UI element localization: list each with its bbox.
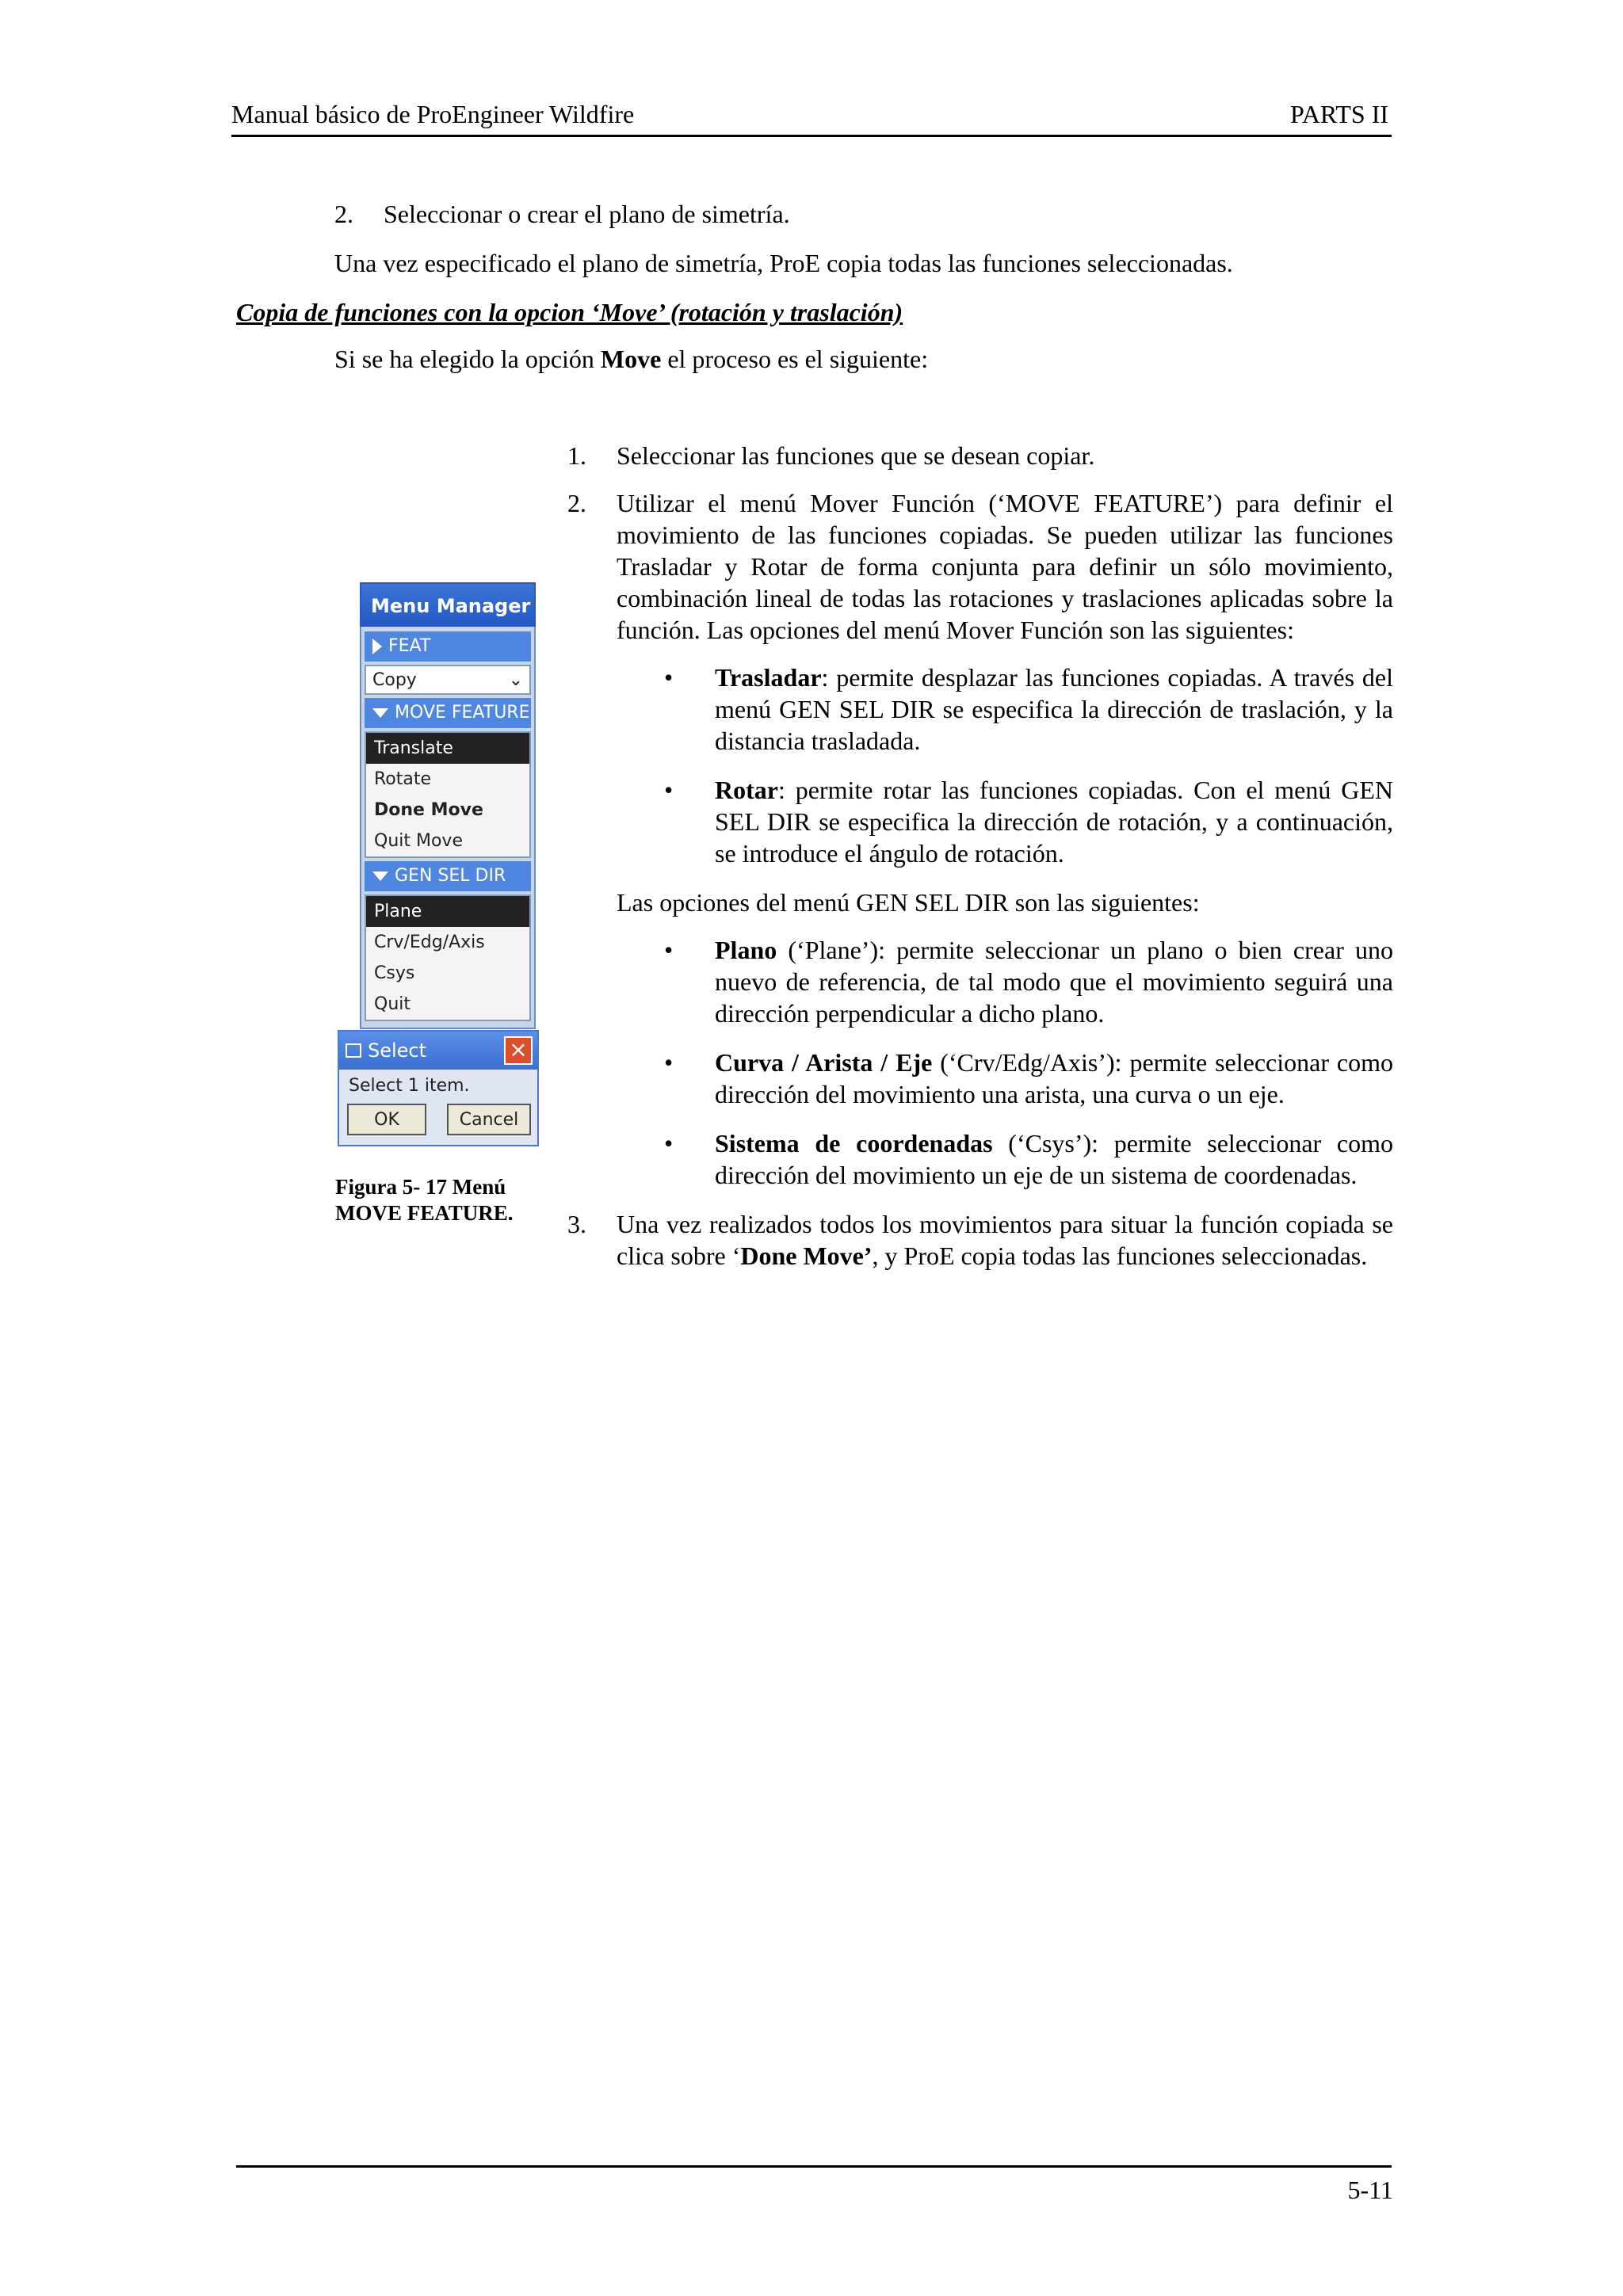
gen-sel-intro: Las opciones del menú GEN SEL DIR son las siguientes:	[617, 888, 1200, 917]
bullet-icon: •	[664, 936, 674, 964]
bullet-bold: Sistema de coordenadas	[715, 1129, 993, 1158]
menu-item-quit[interactable]: Quit	[374, 994, 411, 1014]
move-feature-label: MOVE FEATURE	[395, 703, 530, 723]
step-1-text: Seleccionar las funciones que se desean copiar.	[617, 441, 1095, 470]
bullet-rotar	[617, 774, 1393, 869]
move-feature-list	[365, 731, 531, 858]
bullet-icon: •	[664, 1048, 674, 1077]
step-3-pre: Una vez realizados todos los movimientos para situar la función copiada se clica sobre ‘	[617, 1210, 1393, 1270]
bullet-bold: Curva / Arista / Eje	[715, 1048, 933, 1077]
menu-item-done-move[interactable]: Done Move	[374, 800, 483, 820]
header-section: PARTS II	[1289, 100, 1388, 128]
step-1-num: 1.	[567, 441, 586, 470]
steps-column	[567, 440, 1393, 1287]
feat-label: FEAT	[388, 636, 431, 656]
step-3-bold: Done Move’	[740, 1241, 873, 1270]
move-intro-bold: Move	[600, 345, 662, 373]
menu-manager-title: Menu Manager	[360, 582, 536, 627]
bullet-bold: Rotar	[715, 776, 778, 804]
intro-step-2-num: 2.	[334, 200, 353, 228]
bullet-text: (‘Crv/Edg/Axis’): permite seleccionar como dirección del movimiento una arista, una curva o un eje.	[715, 1048, 1394, 1108]
intro-step-2	[334, 198, 790, 230]
bullet-text: : permite desplazar las funciones copiadas. A través del menú GEN SEL DIR se especifica la dirección de traslación, y la distancia trasladada.	[715, 663, 1393, 755]
close-icon[interactable]: ×	[504, 1036, 533, 1065]
ok-button[interactable]: OK	[347, 1104, 426, 1135]
triangle-down-icon	[372, 708, 388, 718]
menu-item-csys[interactable]: Csys	[374, 963, 415, 983]
select-dialog	[338, 1030, 539, 1146]
section-heading: Copia de funciones con la opcion ‘Move’ (rotación y traslación)	[236, 298, 903, 326]
menu-item-rotate[interactable]: Rotate	[374, 769, 432, 789]
step-3-num: 3.	[567, 1210, 586, 1238]
select-dialog-titlebar	[339, 1032, 537, 1070]
caption-line-2: MOVE FEATURE.	[335, 1201, 514, 1225]
bullet-trasladar	[617, 662, 1393, 757]
step-3-post: , y ProE copia todas las funciones seleccionadas.	[872, 1241, 1368, 1270]
copy-dropdown[interactable]	[365, 665, 531, 695]
bullet-bold: Trasladar	[715, 663, 822, 692]
page-header	[231, 98, 1388, 130]
gen-sel-dir-label: GEN SEL DIR	[395, 866, 506, 886]
page-number: 5-11	[1347, 2176, 1393, 2204]
step-1	[567, 440, 1393, 471]
move-intro-post: el proceso es el siguiente:	[661, 345, 929, 373]
bullet-icon: •	[664, 1129, 674, 1158]
feat-menu-header[interactable]	[365, 631, 531, 662]
gen-sel-dir-list	[365, 894, 531, 1021]
menu-manager	[360, 582, 536, 1029]
bullet-text: (‘Csys’): permite seleccionar como dirección del movimiento un eje de un sistema de coordenadas.	[715, 1129, 1394, 1189]
move-intro	[334, 343, 928, 375]
caption-line-1: Figura 5- 17 Menú	[335, 1175, 506, 1199]
select-dialog-buttons	[339, 1100, 537, 1145]
menu-item-translate[interactable]: Translate	[366, 733, 529, 764]
move-bullets	[617, 662, 1393, 869]
footer-rule	[236, 2165, 1392, 2168]
menu-item-plane[interactable]: Plane	[366, 896, 529, 927]
bullet-plano	[617, 934, 1393, 1029]
menu-item-quit-move[interactable]: Quit Move	[374, 831, 463, 851]
move-feature-header[interactable]	[365, 698, 531, 728]
step-3	[567, 1208, 1393, 1272]
triangle-down-icon	[372, 871, 388, 881]
bullet-text: : permite rotar las funciones copiadas. Con el menú GEN SEL DIR se especifica la dirección de rotación, y a continuación, se introduce el ángulo de rotación.	[715, 776, 1393, 868]
intro-step-2-text: Seleccionar o crear el plano de simetría.	[384, 200, 790, 228]
menu-manager-body	[360, 627, 536, 1029]
chevron-down-icon: ⌄	[508, 669, 523, 690]
bullet-curva	[617, 1047, 1393, 1110]
select-dialog-title: Select	[368, 1039, 427, 1062]
move-intro-pre: Si se ha elegido la opción	[334, 345, 601, 373]
gen-bullets	[617, 934, 1393, 1191]
bullet-bold: Plano	[715, 936, 777, 964]
step-2	[567, 487, 1393, 646]
bullet-text: (‘Plane’): permite seleccionar un plano o bien crear uno nuevo de referencia, de tal modo que el movimiento seguirá una dirección perpendicular a dicho plano.	[715, 936, 1393, 1028]
triangle-right-icon	[372, 639, 382, 654]
cancel-button[interactable]: Cancel	[447, 1104, 531, 1135]
figure-caption	[335, 1174, 541, 1226]
bullet-sistema	[617, 1127, 1393, 1191]
copy-label: Copy	[372, 669, 417, 690]
bullet-icon: •	[664, 663, 674, 692]
select-dialog-message: Select 1 item.	[349, 1076, 470, 1096]
bullet-icon: •	[664, 776, 674, 804]
gen-sel-dir-header[interactable]	[365, 861, 531, 891]
header-rule	[231, 135, 1392, 137]
step-2-text: Utilizar el menú Mover Función (‘MOVE FEATURE’) para definir el movimiento de las funciones copiadas. Se pueden utilizar las funciones Trasladar y Rotar de forma conjunta para definir un sólo movimiento, combinación lineal de todas las rotaciones y traslaciones aplicadas sobre la función. Las opciones del menú Mover Función son las siguientes:	[617, 489, 1393, 644]
header-title: Manual básico de ProEngineer Wildfire	[231, 100, 635, 128]
step-2-num: 2.	[567, 489, 586, 517]
menu-item-crv-edg-axis[interactable]: Crv/Edg/Axis	[374, 933, 485, 952]
intro-after: Una vez especificado el plano de simetría, ProE copia todas las funciones seleccionadas.	[334, 249, 1233, 277]
window-icon	[346, 1043, 361, 1058]
